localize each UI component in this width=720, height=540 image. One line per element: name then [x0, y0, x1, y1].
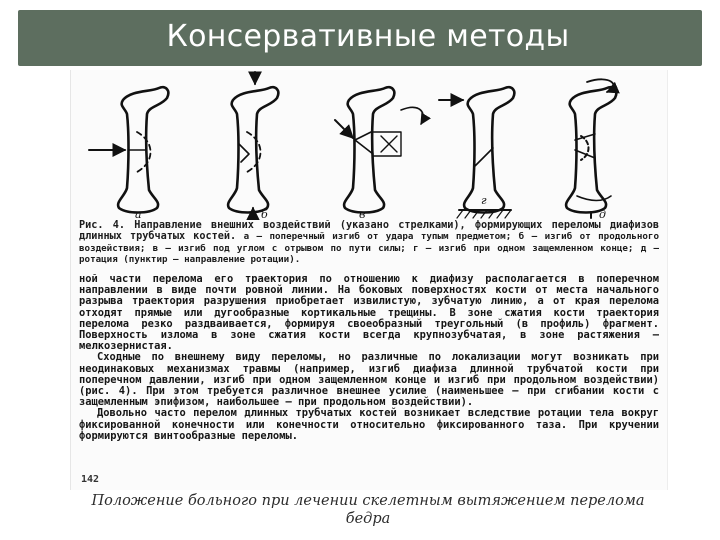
slide-footer-caption: Положение больного при лечении скелетным вытяжением перелома бедра [91, 493, 645, 527]
figure-label-c: в [359, 208, 366, 220]
slide-title: Консервативные методы [166, 19, 570, 54]
page-number: 142 [81, 474, 100, 485]
paragraph-3: Довольно часто перелом длинных трубчатых костей возникает вследствие ротации тела вокруг фиксированной конечности или конечности относительно фиксированного таза. При кручении формируются винтообразные переломы. [79, 407, 659, 442]
paragraph-2: Сходные по внешнему виду переломы, но различные по локализации могут возникать при неодинаковых механизмах травмы (например, изгиб диафиза длинной трубчатой кости при поперечном давлении, изгиб при одном защемленном конце и изгиб при продольном воздействии) (рис. 4). При этом требуется различное внешнее усилие (наименьшее — при сгибании кости с защемленным эпифизом, наибольшее — при продольном воздействии). [79, 351, 659, 409]
bone-fracture-figure [71, 70, 667, 220]
scanned-page [70, 70, 668, 490]
bone-b-drawing [228, 72, 278, 218]
figure-caption-body: а — поперечный изгиб от удара тупым предметом; б — изгиб от продольного воздействия; в — изгиб под углом с отрывом по пути силы; г — изгиб при одном защемленном конце; д — ротация (пунктир — направление ротации). [79, 231, 659, 265]
paragraph-1: ной части перелома его траектория по отношению к диафизу располагается в поперечном направлении в виде почти ровной линии. На боковых поверхностях кости от места начального разрыва траектория разрушения приобретает извилистую, зубчатую линию, а от края перелома отходят прямые или дугообразные кортикальные трещины. В зоне сжатия кости траектория перелома резко раздваивается, формируя своеобразный треугольный (в профиль) фрагмент. Поверхность излома в зоне сжатия кости всегда крупнозубчатая, в зоне растяжения — мелкозернистая. [79, 274, 659, 353]
figure-caption-lead: Рис. 4. Направление внешних воздействий (указано стрелками), формирующих переломы диафизов длинных трубчатых костей. [79, 220, 659, 243]
bone-e-drawing [566, 79, 616, 218]
figure-label-d: г [481, 194, 487, 207]
bone-c-drawing [335, 87, 423, 212]
figure-label-e: д [599, 208, 606, 220]
scanned-body-text [79, 274, 659, 474]
figure-caption [79, 220, 659, 266]
figure-label-a: а [135, 208, 142, 220]
figure-label-b: б [261, 208, 268, 220]
bone-a-drawing [89, 87, 168, 212]
bone-d-drawing [439, 87, 514, 218]
slide-title-bar [18, 10, 702, 66]
